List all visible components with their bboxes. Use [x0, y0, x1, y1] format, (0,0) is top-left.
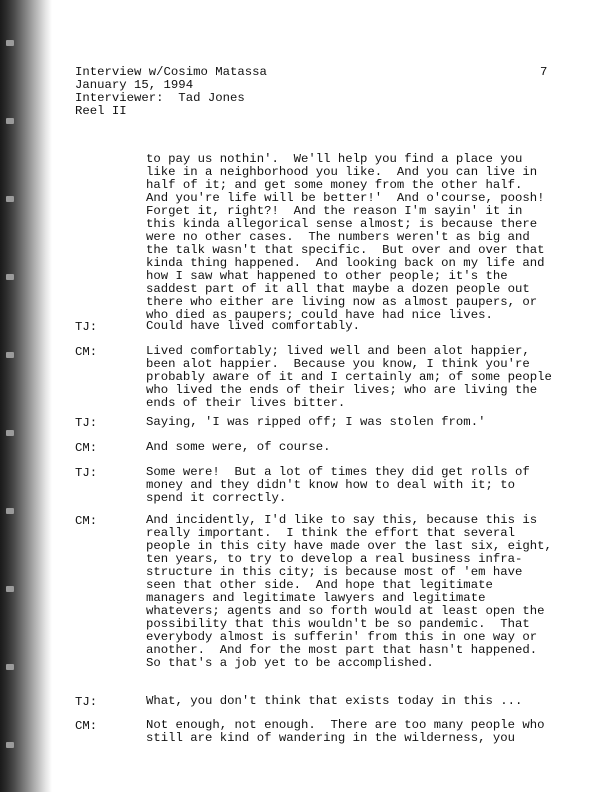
transcript-line: whatevers; agents and so forth would at least open the	[146, 604, 545, 618]
transcript-paragraph	[146, 719, 566, 745]
transcript-line: And incidently, I'd like to say this, because this is	[146, 513, 538, 527]
transcript-line: possibility that this wouldn't be so pandemic. That	[146, 617, 530, 631]
transcript-line: ten years, to try to develop a real business infra-	[146, 552, 523, 566]
header-title: Interview w/Cosimo Matassa	[75, 65, 267, 79]
transcript-line: to pay us nothin'. We'll help you find a place you	[146, 152, 523, 166]
transcript-line: Not enough, not enough. There are too many people who	[146, 718, 545, 732]
transcript-line: half of it; and get some money from the other half.	[146, 178, 523, 192]
transcript-line: kinda thing happened. And looking back on my life and	[146, 256, 545, 270]
transcript-paragraph	[146, 695, 566, 708]
transcript-line: seen that other side. And hope that legitimate	[146, 578, 493, 592]
transcript-paragraph	[146, 320, 566, 333]
transcript-line: like in a neighborhood you like. And you can live in	[146, 165, 538, 179]
transcript-line: money and they didn't know how to deal with it; to	[146, 478, 515, 492]
transcript-paragraph	[146, 466, 566, 505]
transcript-line: And you're life will be better!' And o'course, poosh!	[146, 191, 545, 205]
transcript-paragraph	[146, 416, 566, 429]
transcript-line: So that's a job yet to be accomplished.	[146, 656, 434, 670]
speaker-label: TJ:	[75, 416, 98, 430]
transcript-line: another. And for the most part that hasn't happened.	[146, 643, 538, 657]
transcript-line: how I saw what happened to other people; it's the	[146, 269, 508, 283]
transcript-line: Saying, 'I was ripped off; I was stolen from.'	[146, 415, 486, 429]
transcript-line: this kinda allegorical sense almost; is because there	[146, 217, 538, 231]
header-interviewer: Interviewer: Tad Jones	[75, 91, 245, 105]
transcript-line: And some were, of course.	[146, 440, 331, 454]
transcript-paragraph	[146, 345, 566, 410]
speaker-label: TJ:	[75, 320, 98, 334]
transcript-paragraph	[146, 514, 566, 670]
transcript-line: probably aware of it and I certainly am; of some people	[146, 370, 552, 384]
transcript-line: Lived comfortably; lived well and been alot happier,	[146, 344, 530, 358]
speaker-label: CM:	[75, 345, 98, 359]
transcript-line: the talk wasn't that specific. But over and over that	[146, 243, 545, 257]
transcript-line: spend it correctly.	[146, 491, 287, 505]
transcript-paragraph	[146, 441, 566, 454]
transcript-line: there who either are living now as almost paupers, or	[146, 295, 538, 309]
transcript-line: still are kind of wandering in the wilderness, you	[146, 731, 515, 745]
transcript-line: structure in this city; is because most of 'em have	[146, 565, 523, 579]
transcript-header	[75, 66, 267, 118]
transcript-line: really important. I think the effort that several	[146, 526, 515, 540]
transcript-line: people in this city have made over the last six, eight,	[146, 539, 552, 553]
transcript-line: Forget it, right?! And the reason I'm sayin' it in	[146, 204, 523, 218]
transcript-line: who lived the ends of their lives; who are living the	[146, 383, 538, 397]
transcript-line: ends of their lives bitter.	[146, 396, 346, 410]
transcript-line: who died as paupers; could have had nice lives.	[146, 308, 493, 322]
header-date: January 15, 1994	[75, 78, 194, 92]
page-number: 7	[540, 65, 548, 79]
transcript-line: What, you don't think that exists today in this ...	[146, 694, 523, 708]
transcript-line: managers and legitimate lawyers and legitimate	[146, 591, 486, 605]
speaker-label: CM:	[75, 441, 98, 455]
transcript-line: Could have lived comfortably.	[146, 319, 361, 333]
transcript-line: saddest part of it all that maybe a dozen people out	[146, 282, 530, 296]
speaker-label: TJ:	[75, 466, 98, 480]
speaker-label: CM:	[75, 514, 98, 528]
transcript-line: were no other cases. The numbers weren't as big and	[146, 230, 530, 244]
transcript-line: Some were! But a lot of times they did get rolls of	[146, 465, 530, 479]
transcript-line: been alot happier. Because you know, I think you're	[146, 357, 530, 371]
speaker-label: TJ:	[75, 695, 98, 709]
transcript-paragraph	[146, 153, 566, 322]
transcript-line: everybody almost is sufferin' from this in one way or	[146, 630, 538, 644]
speaker-label: CM:	[75, 719, 98, 733]
header-reel: Reel II	[75, 104, 127, 118]
